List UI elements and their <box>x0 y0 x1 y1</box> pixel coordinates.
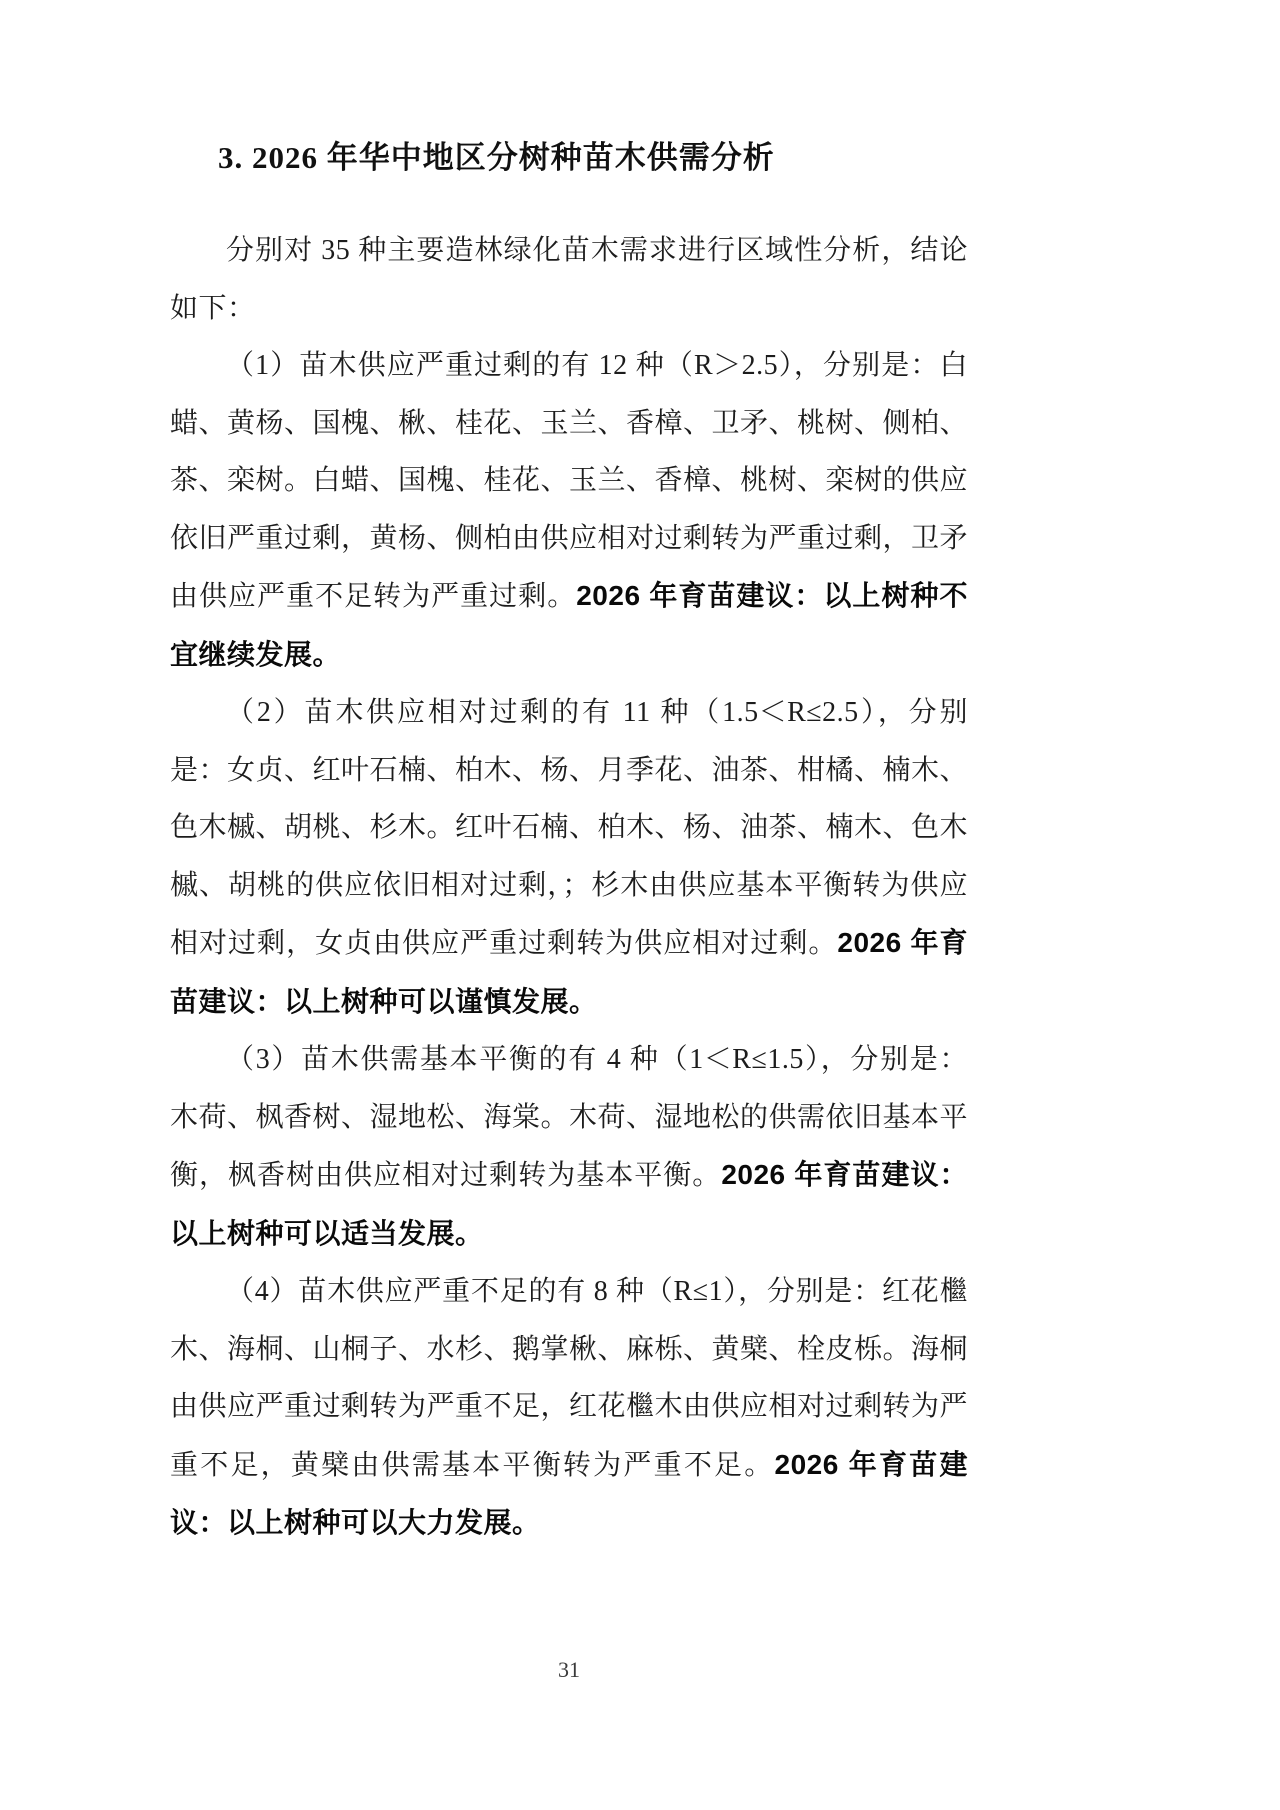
body-text: （1）苗木供应严重过剩的有 12 种（R＞2.5），分别是：白蜡、黄杨、国槐、楸、桂花、玉兰、香樟、卫矛、桃树、侧柏、茶、栾树。白蜡、国槐、桂花、玉兰、香樟、桃树、栾树的供应依旧严重过剩，黄杨、侧柏由供应相对过剩转为严重过剩，卫矛由供应严重不足转为严重过剩。 <box>170 350 969 612</box>
body-text: （3）苗木供需基本平衡的有 4 种（1＜R≤1.5），分别是：木荷、枫香树、湿地松、海棠。木荷、湿地松的供需依旧基本平衡，枫香树由供应相对过剩转为基本平衡。 <box>170 1044 969 1191</box>
body-text: （4）苗木供应严重不足的有 8 种（R≤1），分别是：红花檵木、海桐、山桐子、水杉、鹅掌楸、麻栎、黄檗、栓皮栎。海桐由供应严重过剩转为严重不足，红花檵木由供应相对过剩转为严重不足，黄檗由供需基本平衡转为严重不足。 <box>170 1276 969 1481</box>
recommendation-text: 2026 年育苗建议：以上树种不宜继续发展。 <box>170 580 968 670</box>
paragraph <box>170 222 968 337</box>
recommendation-text: 2026 年育苗建议：以上树种可以适当发展。 <box>170 1159 968 1249</box>
body-text: 分别对 35 种主要造林绿化苗木需求进行区域性分析，结论如下： <box>170 235 968 324</box>
body-text: （2）苗木供应相对过剩的有 11 种（1.5＜R≤2.5），分别是：女贞、红叶石楠、柏木、杨、月季花、油茶、柑橘、楠木、色木槭、胡桃、杉木。红叶石楠、柏木、杨、油茶、楠木、色木槭、胡桃的供应依旧相对过剩，；杉木由供应基本平衡转为供应相对过剩，女贞由供应严重过剩转为供应相对过剩。 <box>170 697 969 959</box>
section-title: 3. 2026 年华中地区分树种苗木供需分析 <box>218 140 775 175</box>
paragraph <box>170 1263 968 1553</box>
paragraph <box>170 337 968 684</box>
paragraph <box>170 684 968 1031</box>
paragraph <box>170 1031 968 1263</box>
document-content <box>170 136 968 1553</box>
recommendation-text: 2026 年育苗建议：以上树种可以大力发展。 <box>170 1448 968 1538</box>
document-body <box>170 222 968 1553</box>
recommendation-text: 2026 年育苗建议：以上树种可以谨慎发展。 <box>170 927 968 1017</box>
page-number: 31 <box>558 1657 580 1682</box>
